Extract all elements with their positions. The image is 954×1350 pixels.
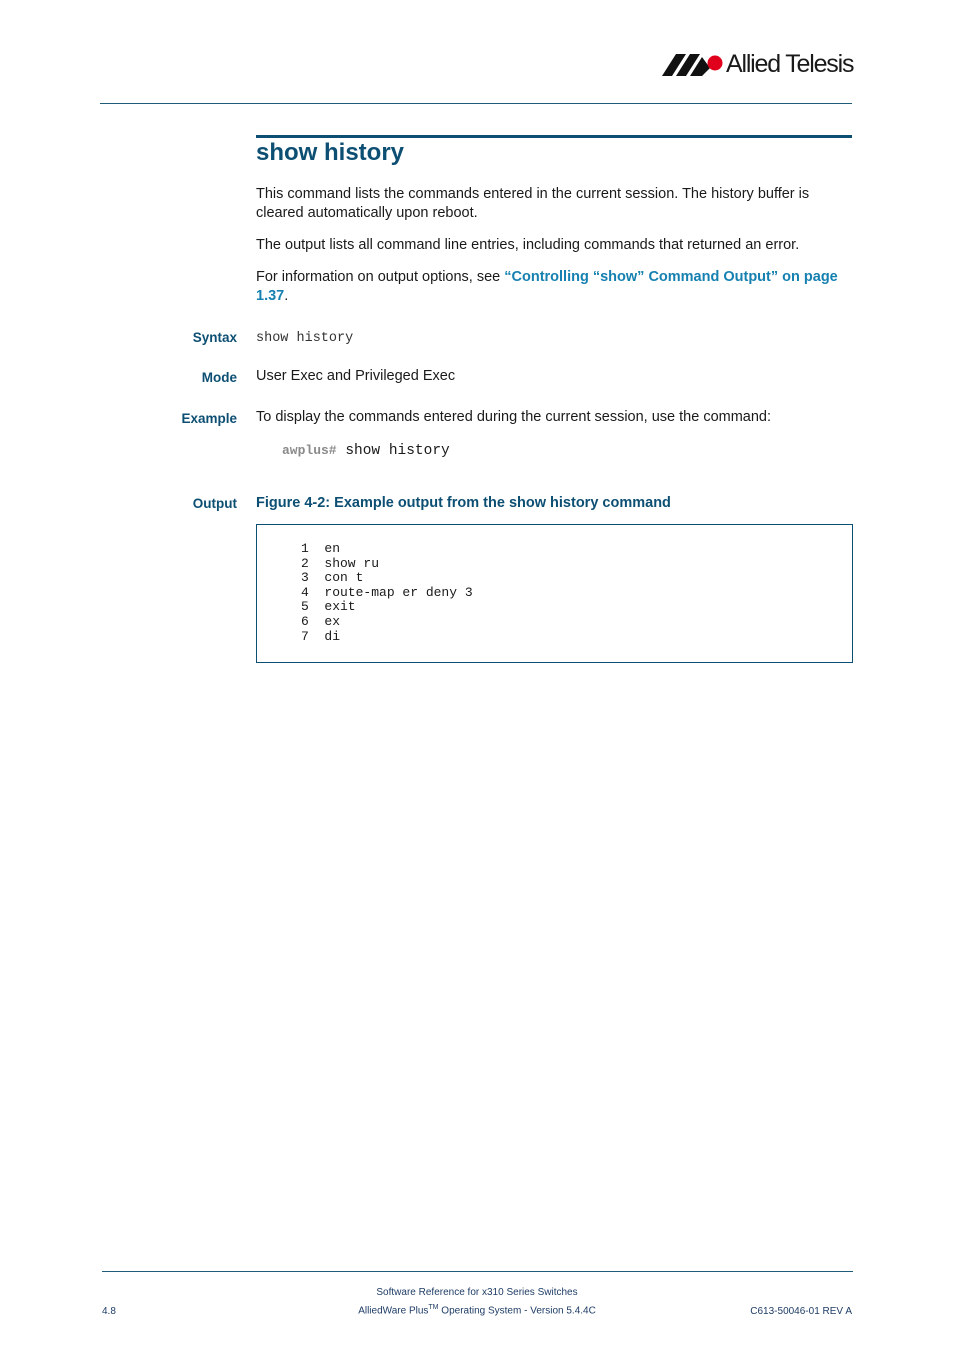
example-command: show history <box>345 443 450 459</box>
cli-prompt: awplus# <box>282 443 337 458</box>
intro-paragraph-1: This command lists the commands entered in the current session. The history buffer is cleared automatically upon reboot. <box>256 186 810 221</box>
page-title: show history <box>256 139 405 166</box>
syntax-command: show history <box>256 331 354 346</box>
example-label: Example <box>181 411 237 426</box>
output-line: 7 di <box>301 628 341 644</box>
title-rule <box>256 135 852 138</box>
output-line: 6 ex <box>301 614 341 629</box>
output-line: 1 en <box>301 541 341 556</box>
footer-doc-title: Software Reference for x310 Series Switches <box>376 1287 578 1298</box>
footer-page-number: 4.8 <box>102 1306 116 1317</box>
allied-telesis-logo <box>662 50 857 80</box>
info-suffix: . <box>284 288 289 304</box>
intro-paragraph-2: The output lists all command line entries, including commands that returned an error. <box>256 237 800 253</box>
mode-label: Mode <box>201 370 237 385</box>
output-line: 4 route-map er deny 3 <box>301 584 473 600</box>
mode-value: User Exec and Privileged Exec <box>256 368 456 384</box>
output-line: 5 exit <box>301 599 356 615</box>
output-options-link[interactable]: “Controlling “show” Command Output” on page 1.37 <box>256 269 838 304</box>
info-paragraph <box>256 268 846 306</box>
output-box <box>256 524 853 663</box>
output-line: 3 con t <box>301 570 364 586</box>
figure-caption: Figure 4-2: Example output from the show history command <box>256 495 671 511</box>
syntax-label: Syntax <box>192 330 237 345</box>
header-divider <box>100 103 852 104</box>
footer-version: Operating System - Version 5.4.4C <box>438 1305 596 1317</box>
trademark: TM <box>428 1304 439 1311</box>
info-prefix: For information on output options, see <box>256 269 505 285</box>
footer-divider <box>102 1271 853 1272</box>
footer-product: AlliedWare Plus <box>358 1305 429 1317</box>
example-command-line <box>282 443 450 459</box>
output-line: 2 show ru <box>301 555 380 571</box>
logo-text: Allied Telesis <box>726 50 854 78</box>
footer-doc-id: C613-50046-01 REV A <box>750 1306 852 1317</box>
output-label: Output <box>192 496 237 511</box>
logo-mark-icon <box>662 54 724 76</box>
example-text: To display the commands entered during the current session, use the command: <box>256 409 772 425</box>
